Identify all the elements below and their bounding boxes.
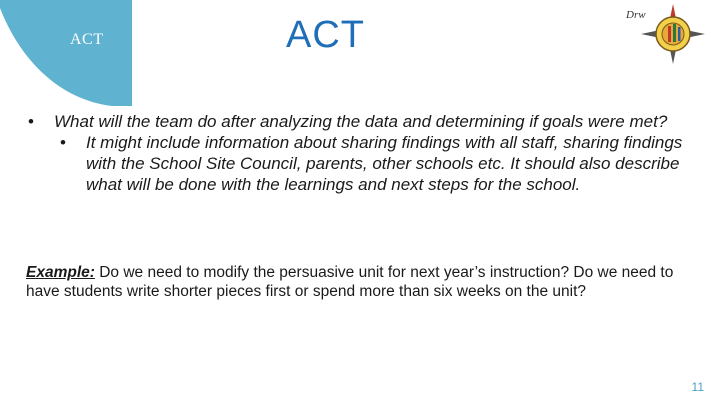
logo-text: Drw [626,9,646,21]
slide-title: ACT [286,14,365,56]
bullet-dot: • [60,133,66,152]
compass-seal-logo [626,2,712,66]
page-number: 11 [691,380,704,394]
example-label: Example: [26,264,95,281]
bullet-dot: • [28,112,34,131]
bullet-main-text: What will the team do after analyzing the data and determining if goals were met? [54,112,668,131]
example-paragraph [26,263,686,301]
bullet-list [28,111,688,195]
corner-decoration [0,0,132,106]
bullet-sub [28,132,688,195]
corner-shape [0,0,132,106]
bullet-main [28,111,688,132]
example-text: Do we need to modify the persuasive unit for next year’s instruction? Do we need to have students write shorter pieces first or spend more than six weeks on the unit? [26,264,674,300]
bullet-sub-text: It might include information about sharing findings with all staff, sharing findings with the School Site Council, parents, other schools etc. It should also describe what will be done with the learnings and next steps for the school. [86,133,683,194]
corner-label: ACT [70,31,104,48]
